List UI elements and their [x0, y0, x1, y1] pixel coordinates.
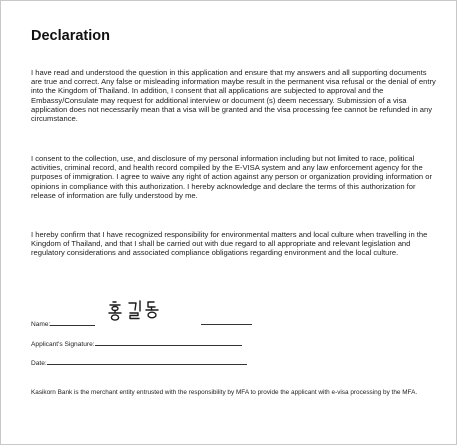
name-field[interactable] — [50, 319, 95, 326]
signature-field-row — [31, 339, 242, 348]
declaration-paragraph-consent: I consent to the collection, use, and disclosure of my personal information including but not limited to race, political activities, criminal record, and health record compiled by the E-VISA system and any law enforcement agency for the purposes of immigration. I agree to waive any right of action against any person or organization providing information or opinions in compliance with this authorization. I hereby acknowledge and declare the terms of this authorization for release of information are fully understood by me. — [31, 154, 433, 200]
declaration-paragraph-truthfulness: I have read and understood the question in this application and ensure that my answers and all supporting documents are true and correct. Any false or misleading information maybe result in the permanent visa refusal or the denial of entry into the Kingdom of Thailand. In addition, I consent that all applications are subjected to approval and the Embassy/Consulate may request for additional interview or document (s) deem necessary. Submission of a visa application does not necessarily mean that a visa will be granted and the visa processing fee cannot be refunded in any circumstance. — [31, 68, 436, 124]
date-field[interactable] — [47, 358, 247, 365]
page-title: Declaration — [31, 28, 110, 44]
name-extra-line[interactable] — [201, 318, 252, 325]
handwritten-name-signature — [107, 299, 177, 323]
declaration-paragraph-environment: I hereby confirm that I have recognized responsibility for environmental matters and local culture when travelling in the Kingdom of Thailand, and that I shall be carried out with due regard to all appropriate and relevant legislation and regulatory considerations and associated compliance obligations regarding environment and the local culture. — [31, 230, 428, 258]
footer-note: Kasikorn Bank is the merchant entity entrusted with the responsibility by MFA to provide the applicant with e-visa processing by the MFA. — [31, 389, 418, 396]
date-label: Date: — [31, 360, 47, 367]
name-field-row — [31, 319, 95, 328]
name-label: Name: — [31, 321, 51, 328]
signature-label: Applicant's Signature: — [31, 341, 95, 348]
signature-field[interactable] — [95, 339, 242, 346]
date-field-row — [31, 358, 247, 367]
